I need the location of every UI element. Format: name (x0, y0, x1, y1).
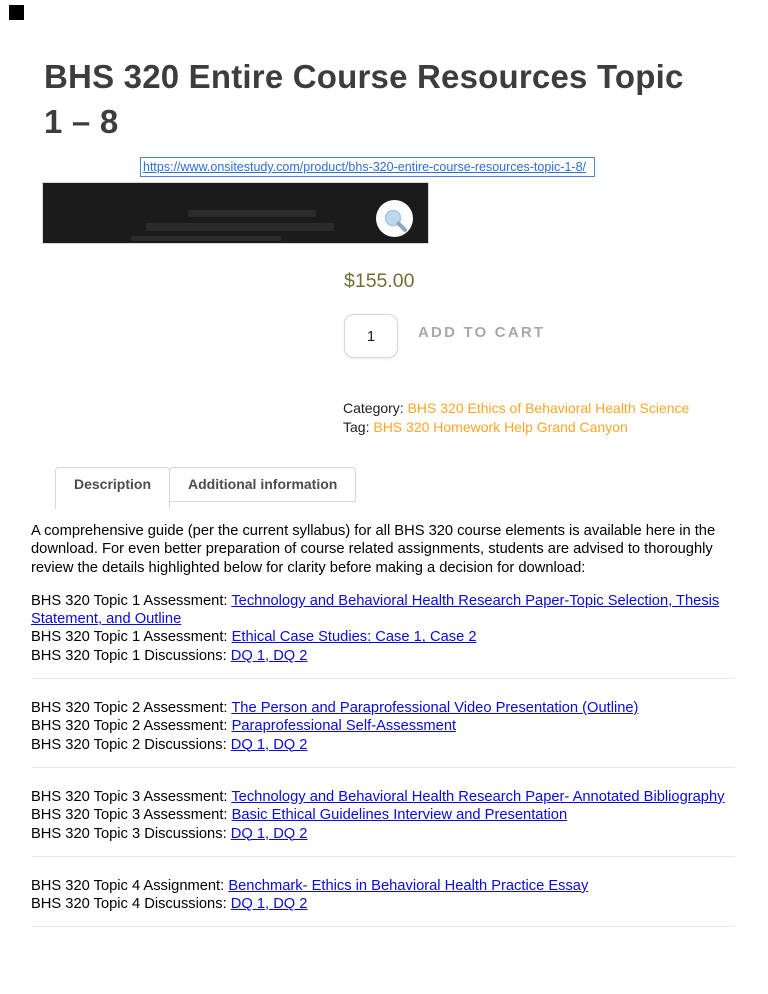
product-image[interactable] (43, 183, 428, 243)
section-divider (32, 926, 735, 927)
topic-row-label: BHS 320 Topic 3 Assessment: (31, 788, 228, 805)
topic-row-link[interactable]: Paraprofessional Self-Assessment (231, 718, 457, 735)
topic-row (31, 825, 741, 843)
topic-row-label: BHS 320 Topic 2 Discussions: (31, 736, 227, 753)
topic-row-label: BHS 320 Topic 3 Assessment: (31, 807, 228, 824)
image-zoom-button[interactable] (376, 200, 413, 237)
product-meta (343, 399, 711, 436)
tag-label: Tag: (343, 418, 370, 435)
description-intro: A comprehensive guide (per the current syllabus) for all BHS 320 course elements is available here in the download. For even better preparation of course related assignments, students are advised to thoroughly review the details highlighted below for clarity before making a decision for download: (31, 523, 716, 576)
topic-row-label: BHS 320 Topic 1 Discussions: (31, 647, 227, 664)
topic-row-label: BHS 320 Topic 2 Assessment: (31, 718, 228, 735)
topic-row-link[interactable]: The Person and Paraprofessional Video Presentation (Outline) (231, 700, 639, 717)
category-label: Category: (343, 400, 404, 416)
topic-row (31, 895, 741, 913)
product-tabs (55, 467, 355, 509)
section-divider (32, 678, 735, 679)
topic-2-block (31, 699, 741, 754)
topic-row-link[interactable]: DQ 1, DQ 2 (230, 736, 308, 753)
banner-faint-text (146, 223, 334, 231)
section-divider (32, 767, 735, 768)
topic-row-label: BHS 320 Topic 2 Assessment: (31, 700, 228, 717)
topic-row-link[interactable]: DQ 1, DQ 2 (230, 896, 308, 913)
topic-row (31, 717, 741, 735)
topic-row-label: BHS 320 Topic 1 Assessment: (31, 629, 228, 646)
topic-row-label: BHS 320 Topic 1 Assessment: (31, 592, 228, 609)
banner-faint-text (131, 236, 281, 241)
product-url-link[interactable]: https://www.onsitestudy.com/product/bhs-320-entire-course-resources-topic-1-8/ (140, 157, 595, 177)
topic-row-label: BHS 320 Topic 4 Assignment: (31, 877, 225, 894)
category-link[interactable]: BHS 320 Ethics of Behavioral Health Science (407, 400, 690, 416)
tag-link[interactable]: BHS 320 Homework Help Grand Canyon (373, 418, 628, 435)
topic-3-block (31, 788, 741, 843)
magnifier-icon (376, 207, 413, 235)
topic-row (31, 736, 741, 754)
topic-row-label: BHS 320 Topic 4 Discussions: (31, 896, 227, 913)
topic-row (31, 699, 741, 717)
topic-4-block (31, 877, 741, 914)
banner-faint-text (188, 210, 316, 217)
topic-row (31, 647, 741, 665)
tab-description[interactable]: Description (55, 467, 170, 509)
topic-row (31, 628, 741, 646)
topic-row-link[interactable]: Benchmark- Ethics in Behavioral Health Practice Essay (228, 877, 589, 894)
page-title: BHS 320 Entire Course Resources Topic 1 – 8 (44, 58, 684, 140)
description-panel (31, 522, 741, 947)
product-price: $155.00 (344, 270, 415, 292)
topic-row-link[interactable]: DQ 1, DQ 2 (230, 647, 308, 664)
quantity-input[interactable] (344, 314, 398, 358)
topic-row-label: BHS 320 Topic 3 Discussions: (31, 825, 227, 842)
topic-row (31, 788, 741, 806)
topic-row-link[interactable]: Basic Ethical Guidelines Interview and Presentation (231, 807, 568, 824)
section-divider (32, 856, 735, 857)
topic-1-block (31, 592, 741, 665)
topic-row-link[interactable]: Technology and Behavioral Health Research Paper-Topic Selection, Thesis Statement, and Outline (31, 592, 720, 628)
url-row (140, 157, 595, 177)
topic-row (31, 877, 741, 895)
tab-additional-information[interactable]: Additional information (169, 467, 356, 502)
topic-row (31, 592, 741, 629)
corner-mark (9, 5, 24, 20)
topic-row-link[interactable]: Ethical Case Studies: Case 1, Case 2 (231, 629, 477, 646)
topic-row-link[interactable]: Technology and Behavioral Health Research Paper- Annotated Bibliography (231, 788, 725, 805)
topic-row-link[interactable]: DQ 1, DQ 2 (230, 825, 308, 842)
topic-row (31, 806, 741, 824)
add-to-cart-button[interactable]: ADD TO CART (414, 322, 549, 343)
